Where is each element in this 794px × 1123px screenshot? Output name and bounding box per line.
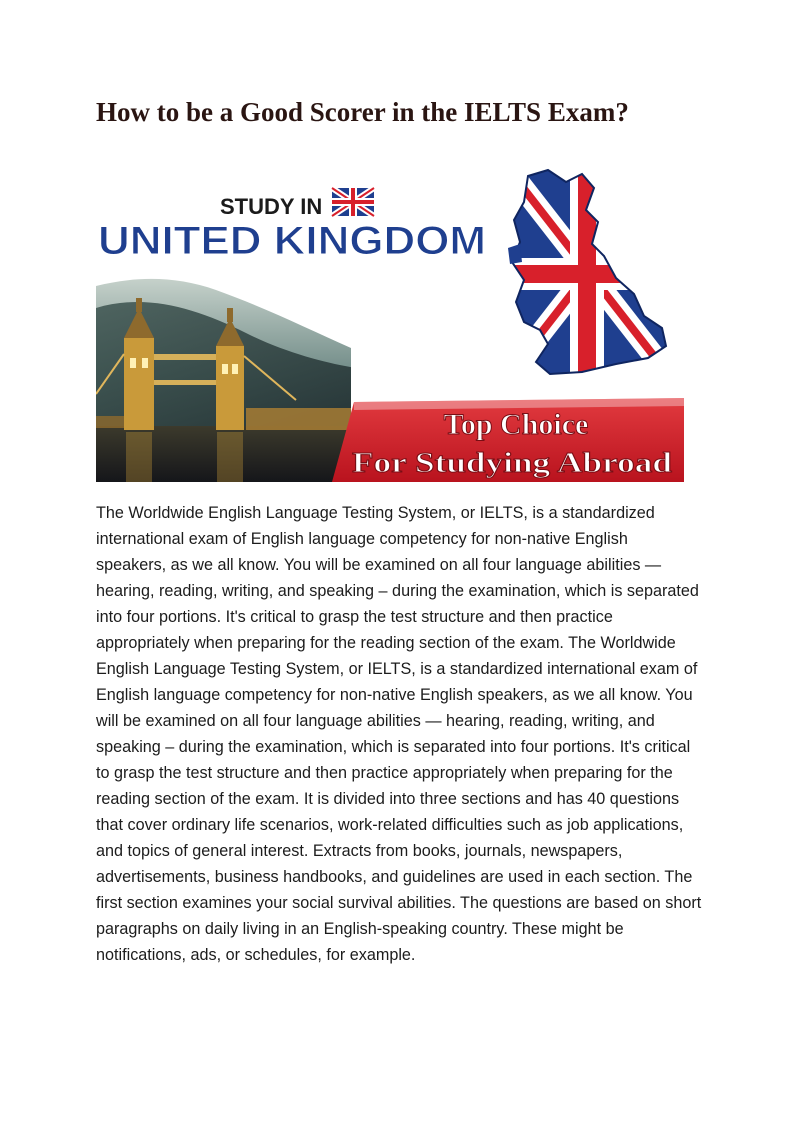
banner-line-1: STUDY IN (220, 194, 323, 219)
london-scene (96, 268, 356, 482)
tagline-line-2: For Studying Abroad (352, 447, 672, 479)
uk-map-flag-icon (506, 166, 671, 378)
page-title: How to be a Good Scorer in the IELTS Exam? (96, 97, 629, 127)
tagline-line-1: Top Choice (443, 408, 589, 441)
union-jack-small-icon (332, 188, 374, 216)
study-uk-banner (96, 158, 684, 482)
body-paragraph: The Worldwide English Language Testing System, or IELTS, is a standardized international exam of English language competency for non-native English speakers, as we all know. You will be examined on all four language abilities — hearing, reading, writing, and speaking – during the examination, which is separated into four portions. It's critical to grasp the test structure and then practice appropriately when preparing for the reading section of the exam. The Worldwide English Language Testing System, or IELTS, is a standardized international exam of English language competency for non-native English speakers, as we all know. You will be examined on all four language abilities — hearing, reading, writing, and speaking – during the examination, which is separated into four portions. It's critical to grasp the test structure and then practice appropriately when preparing for the reading section of the exam. It is divided into three sections and has 40 questions that cover ordinary life scenarios, work-related difficulties such as job applications, and topics of general interest. Extracts from books, journals, newspapers, advertisements, business handbooks, and guidelines are used in each section. The first section examines your social survival abilities. The questions are based on short paragraphs on daily living in an English-speaking country. These might be notifications, ads, or schedules, for example. (96, 504, 702, 964)
banner-line-2: UNITED KINGDOM (98, 219, 486, 263)
